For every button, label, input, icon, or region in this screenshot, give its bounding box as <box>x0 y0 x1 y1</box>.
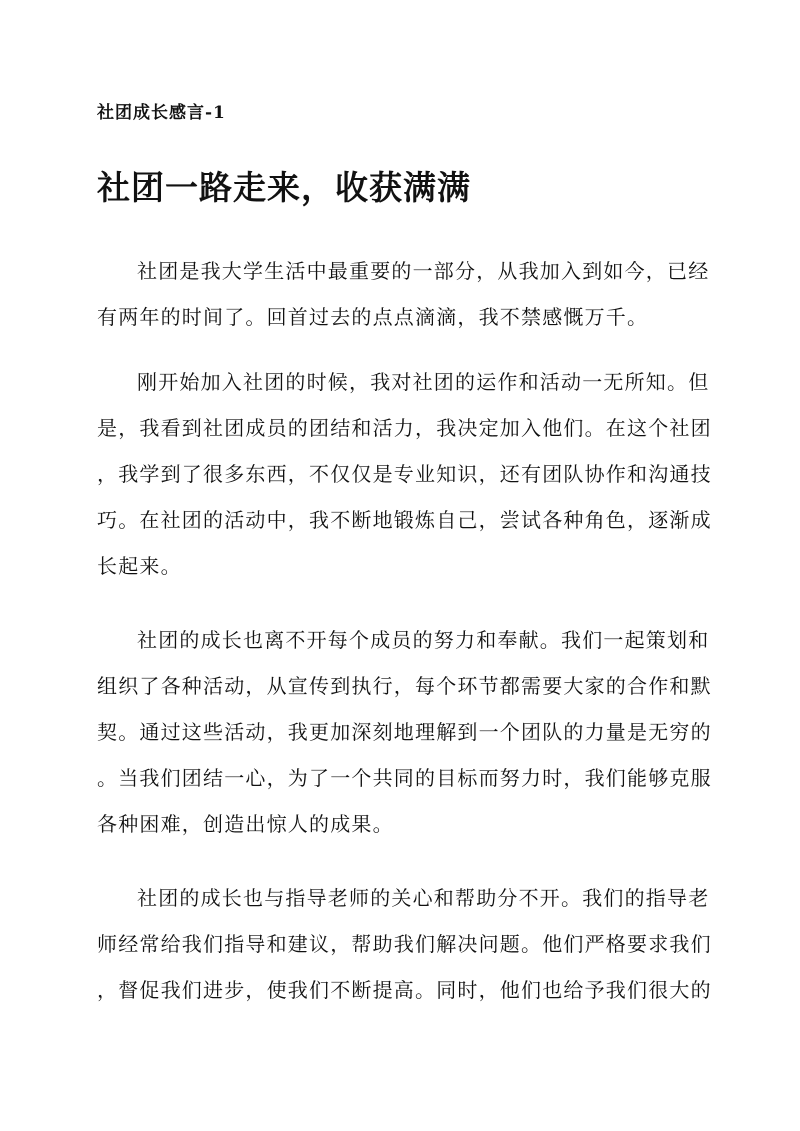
paragraph-line: 社团是我大学生活中最重要的一部分，从我加入到如今，已经 <box>137 259 710 283</box>
paragraph-line: 。当我们团结一心，为了一个共同的目标而努力时，我们能够克服 <box>97 766 712 790</box>
paragraph-line: ，我学到了很多东西，不仅仅是专业知识，还有团队协作和沟通技 <box>97 462 712 486</box>
paragraph-line: 各种困难，创造出惊人的成果。 <box>97 812 394 836</box>
paragraph-line: 契。通过这些活动，我更加深刻地理解到一个团队的力量是无穷的 <box>97 720 712 744</box>
paragraph-line: 有两年的时间了。回首过去的点点滴滴，我不禁感慨万千。 <box>97 305 649 329</box>
paragraph-2 <box>97 359 712 589</box>
paragraph-line: 师经常给我们指导和建议，帮助我们解决问题。他们严格要求我们 <box>97 932 712 956</box>
paragraph-line: 组织了各种活动，从宣传到执行，每个环节都需要大家的合作和默 <box>97 674 712 698</box>
paragraph-line: 刚开始加入社团的时候，我对社团的运作和活动一无所知。但 <box>137 370 710 394</box>
paragraph-line: 社团的成长也离不开每个成员的努力和奉献。我们一起策划和 <box>137 628 710 652</box>
paragraph-3 <box>97 617 712 847</box>
document-title: 社团一路走来，收获满满 <box>97 168 471 207</box>
document-label: 社团成长感言-1 <box>97 103 226 123</box>
paragraph-line: ，督促我们进步，使我们不断提高。同时，他们也给予我们很大的 <box>97 978 712 1002</box>
paragraph-1 <box>97 248 710 340</box>
paragraph-line: 社团的成长也与指导老师的关心和帮助分不开。我们的指导老 <box>137 886 710 910</box>
paragraph-4 <box>97 875 712 1013</box>
paragraph-line: 巧。在社团的活动中，我不断地锻炼自己，尝试各种角色，逐渐成 <box>97 508 712 532</box>
paragraph-line: 是，我看到社团成员的团结和活力，我决定加入他们。在这个社团 <box>97 416 712 440</box>
paragraph-line: 长起来。 <box>97 554 182 578</box>
